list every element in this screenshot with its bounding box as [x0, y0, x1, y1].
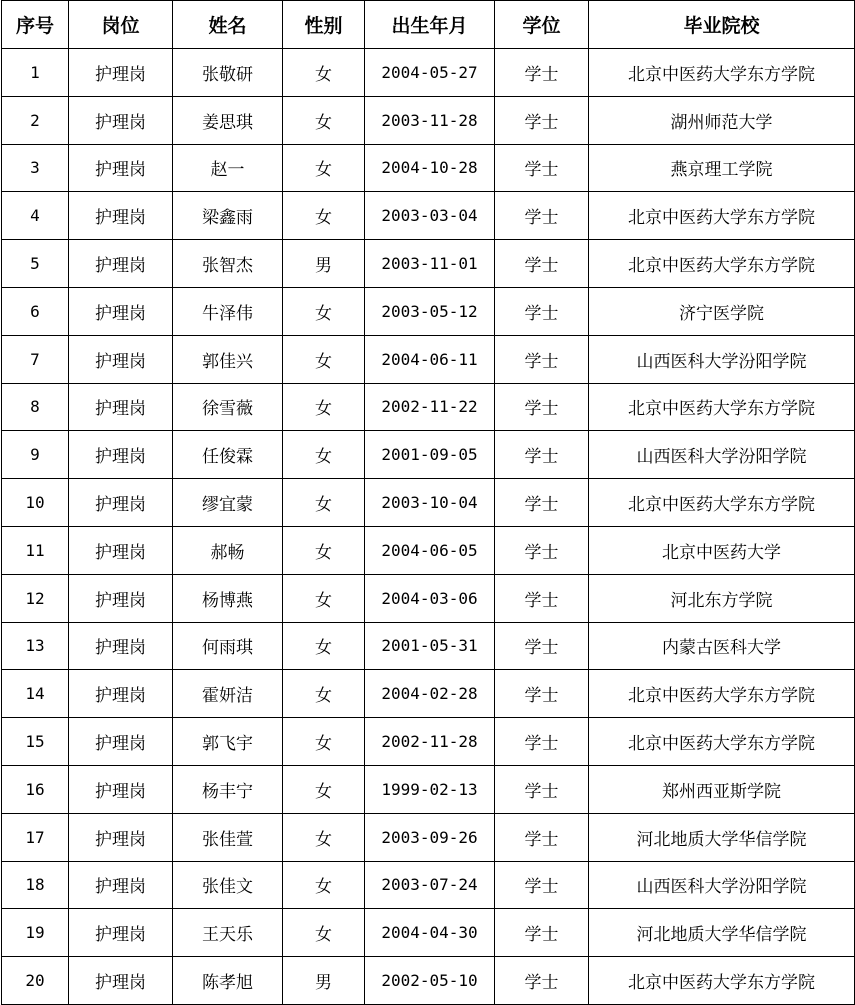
cell-degree: 学士	[495, 287, 589, 335]
header-birth-date: 出生年月	[365, 1, 495, 49]
cell-gender: 男	[283, 240, 365, 288]
table-row	[2, 765, 855, 813]
cell-birth-date: 2002-11-22	[365, 383, 495, 431]
cell-gender: 女	[283, 765, 365, 813]
table-row	[2, 287, 855, 335]
cell-position: 护理岗	[69, 431, 173, 479]
cell-degree: 学士	[495, 96, 589, 144]
cell-name: 张佳萱	[173, 813, 283, 861]
cell-position: 护理岗	[69, 909, 173, 957]
cell-birth-date: 2002-05-10	[365, 957, 495, 1005]
header-school: 毕业院校	[589, 1, 855, 49]
cell-index: 2	[2, 96, 69, 144]
table-row	[2, 431, 855, 479]
cell-name: 陈孝旭	[173, 957, 283, 1005]
cell-school: 北京中医药大学东方学院	[589, 957, 855, 1005]
roster-table	[1, 0, 855, 1005]
cell-name: 缪宜蒙	[173, 479, 283, 527]
cell-name: 霍妍洁	[173, 670, 283, 718]
header-position: 岗位	[69, 1, 173, 49]
cell-position: 护理岗	[69, 718, 173, 766]
cell-degree: 学士	[495, 383, 589, 431]
cell-name: 赵一	[173, 144, 283, 192]
cell-index: 11	[2, 526, 69, 574]
table-row	[2, 192, 855, 240]
cell-position: 护理岗	[69, 574, 173, 622]
cell-birth-date: 2003-05-12	[365, 287, 495, 335]
cell-gender: 女	[283, 144, 365, 192]
cell-index: 13	[2, 622, 69, 670]
header-row	[2, 1, 855, 49]
cell-birth-date: 2001-09-05	[365, 431, 495, 479]
table-row	[2, 813, 855, 861]
cell-school: 北京中医药大学	[589, 526, 855, 574]
cell-degree: 学士	[495, 526, 589, 574]
table-row	[2, 144, 855, 192]
cell-position: 护理岗	[69, 287, 173, 335]
cell-index: 7	[2, 335, 69, 383]
cell-index: 9	[2, 431, 69, 479]
cell-index: 17	[2, 813, 69, 861]
cell-gender: 女	[283, 574, 365, 622]
cell-gender: 女	[283, 813, 365, 861]
cell-school: 山西医科大学汾阳学院	[589, 861, 855, 909]
cell-index: 8	[2, 383, 69, 431]
cell-index: 6	[2, 287, 69, 335]
cell-school: 北京中医药大学东方学院	[589, 479, 855, 527]
cell-gender: 女	[283, 861, 365, 909]
cell-gender: 女	[283, 287, 365, 335]
cell-birth-date: 2004-03-06	[365, 574, 495, 622]
cell-birth-date: 2003-07-24	[365, 861, 495, 909]
cell-index: 5	[2, 240, 69, 288]
table-header	[2, 1, 855, 49]
cell-school: 北京中医药大学东方学院	[589, 383, 855, 431]
cell-name: 姜思琪	[173, 96, 283, 144]
cell-position: 护理岗	[69, 813, 173, 861]
cell-name: 郭佳兴	[173, 335, 283, 383]
table-row	[2, 49, 855, 97]
cell-index: 12	[2, 574, 69, 622]
cell-school: 北京中医药大学东方学院	[589, 718, 855, 766]
cell-position: 护理岗	[69, 144, 173, 192]
cell-school: 河北地质大学华信学院	[589, 813, 855, 861]
cell-position: 护理岗	[69, 49, 173, 97]
cell-position: 护理岗	[69, 479, 173, 527]
cell-degree: 学士	[495, 765, 589, 813]
cell-position: 护理岗	[69, 622, 173, 670]
cell-birth-date: 2001-05-31	[365, 622, 495, 670]
cell-name: 张敬研	[173, 49, 283, 97]
cell-school: 湖州师范大学	[589, 96, 855, 144]
cell-gender: 女	[283, 622, 365, 670]
table-row	[2, 479, 855, 527]
cell-position: 护理岗	[69, 383, 173, 431]
table-row	[2, 335, 855, 383]
cell-name: 王天乐	[173, 909, 283, 957]
cell-birth-date: 2004-02-28	[365, 670, 495, 718]
table-row	[2, 957, 855, 1005]
cell-degree: 学士	[495, 144, 589, 192]
cell-school: 北京中医药大学东方学院	[589, 192, 855, 240]
cell-name: 杨博燕	[173, 574, 283, 622]
cell-gender: 女	[283, 718, 365, 766]
header-name: 姓名	[173, 1, 283, 49]
table-row	[2, 670, 855, 718]
cell-degree: 学士	[495, 670, 589, 718]
cell-gender: 女	[283, 49, 365, 97]
cell-gender: 女	[283, 670, 365, 718]
header-gender: 性别	[283, 1, 365, 49]
cell-degree: 学士	[495, 335, 589, 383]
cell-school: 北京中医药大学东方学院	[589, 670, 855, 718]
cell-birth-date: 2003-11-28	[365, 96, 495, 144]
cell-index: 19	[2, 909, 69, 957]
cell-gender: 女	[283, 192, 365, 240]
cell-school: 内蒙古医科大学	[589, 622, 855, 670]
cell-name: 何雨琪	[173, 622, 283, 670]
cell-school: 燕京理工学院	[589, 144, 855, 192]
cell-position: 护理岗	[69, 240, 173, 288]
cell-position: 护理岗	[69, 765, 173, 813]
cell-degree: 学士	[495, 192, 589, 240]
header-index: 序号	[2, 1, 69, 49]
cell-school: 北京中医药大学东方学院	[589, 49, 855, 97]
cell-name: 郝畅	[173, 526, 283, 574]
table-row	[2, 909, 855, 957]
cell-index: 18	[2, 861, 69, 909]
cell-gender: 女	[283, 526, 365, 574]
cell-name: 郭飞宇	[173, 718, 283, 766]
cell-birth-date: 2003-10-04	[365, 479, 495, 527]
cell-birth-date: 2004-05-27	[365, 49, 495, 97]
cell-name: 张智杰	[173, 240, 283, 288]
cell-degree: 学士	[495, 957, 589, 1005]
cell-birth-date: 2004-06-05	[365, 526, 495, 574]
table-row	[2, 574, 855, 622]
cell-name: 张佳文	[173, 861, 283, 909]
cell-school: 济宁医学院	[589, 287, 855, 335]
cell-gender: 女	[283, 431, 365, 479]
cell-position: 护理岗	[69, 96, 173, 144]
table-body	[2, 49, 855, 1005]
cell-name: 杨丰宁	[173, 765, 283, 813]
cell-birth-date: 2003-11-01	[365, 240, 495, 288]
table-row	[2, 526, 855, 574]
cell-index: 14	[2, 670, 69, 718]
cell-position: 护理岗	[69, 335, 173, 383]
cell-school: 北京中医药大学东方学院	[589, 240, 855, 288]
cell-index: 16	[2, 765, 69, 813]
cell-school: 河北东方学院	[589, 574, 855, 622]
cell-name: 梁鑫雨	[173, 192, 283, 240]
cell-gender: 女	[283, 335, 365, 383]
cell-school: 山西医科大学汾阳学院	[589, 335, 855, 383]
cell-school: 河北地质大学华信学院	[589, 909, 855, 957]
cell-index: 20	[2, 957, 69, 1005]
cell-degree: 学士	[495, 431, 589, 479]
cell-degree: 学士	[495, 240, 589, 288]
cell-position: 护理岗	[69, 192, 173, 240]
cell-name: 徐雪薇	[173, 383, 283, 431]
cell-index: 10	[2, 479, 69, 527]
table-row	[2, 718, 855, 766]
cell-birth-date: 2004-04-30	[365, 909, 495, 957]
cell-name: 任俊霖	[173, 431, 283, 479]
cell-school: 山西医科大学汾阳学院	[589, 431, 855, 479]
cell-school: 郑州西亚斯学院	[589, 765, 855, 813]
cell-degree: 学士	[495, 622, 589, 670]
cell-gender: 男	[283, 957, 365, 1005]
cell-name: 牛泽伟	[173, 287, 283, 335]
cell-degree: 学士	[495, 813, 589, 861]
cell-birth-date: 2003-03-04	[365, 192, 495, 240]
cell-position: 护理岗	[69, 861, 173, 909]
table-row	[2, 622, 855, 670]
cell-gender: 女	[283, 383, 365, 431]
header-degree: 学位	[495, 1, 589, 49]
cell-index: 3	[2, 144, 69, 192]
cell-degree: 学士	[495, 861, 589, 909]
cell-birth-date: 1999-02-13	[365, 765, 495, 813]
cell-degree: 学士	[495, 49, 589, 97]
cell-index: 1	[2, 49, 69, 97]
cell-gender: 女	[283, 479, 365, 527]
table-row	[2, 861, 855, 909]
cell-birth-date: 2002-11-28	[365, 718, 495, 766]
cell-degree: 学士	[495, 574, 589, 622]
cell-position: 护理岗	[69, 957, 173, 1005]
cell-birth-date: 2003-09-26	[365, 813, 495, 861]
cell-degree: 学士	[495, 718, 589, 766]
cell-degree: 学士	[495, 479, 589, 527]
cell-degree: 学士	[495, 909, 589, 957]
table-row	[2, 96, 855, 144]
cell-position: 护理岗	[69, 526, 173, 574]
cell-position: 护理岗	[69, 670, 173, 718]
cell-index: 4	[2, 192, 69, 240]
cell-index: 15	[2, 718, 69, 766]
cell-birth-date: 2004-06-11	[365, 335, 495, 383]
table-row	[2, 240, 855, 288]
cell-gender: 女	[283, 96, 365, 144]
cell-gender: 女	[283, 909, 365, 957]
cell-birth-date: 2004-10-28	[365, 144, 495, 192]
table-row	[2, 383, 855, 431]
